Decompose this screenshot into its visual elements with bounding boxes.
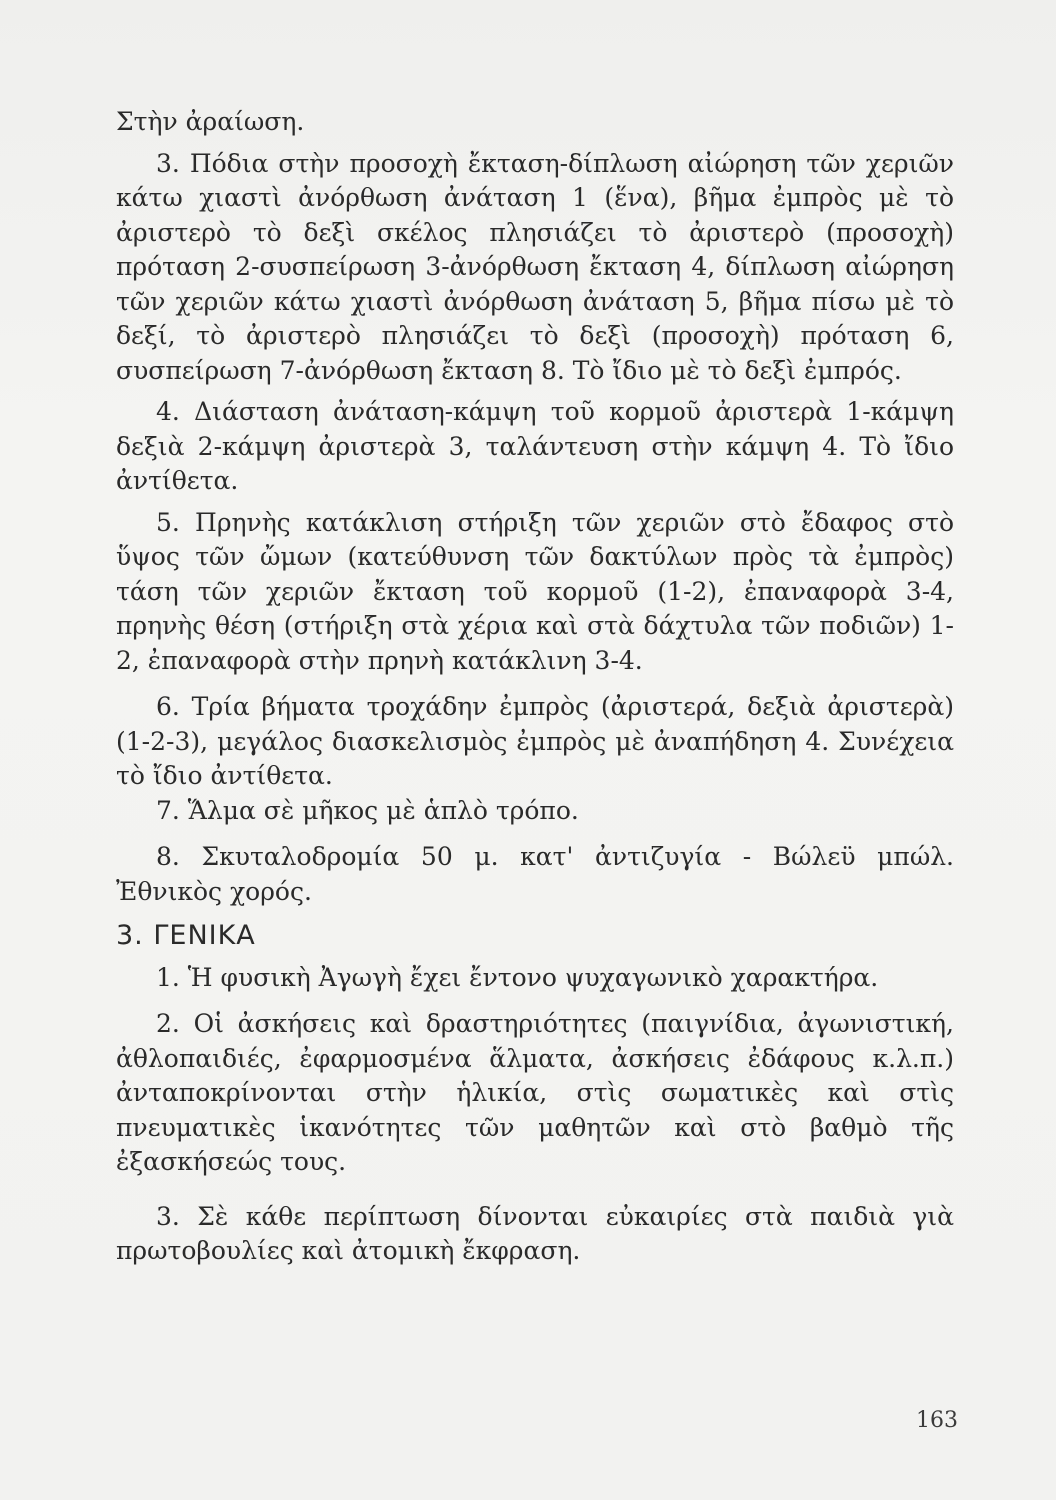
paragraph-item-8: 8. Σκυταλοδρομία 50 μ. κατ' ἀντιζυγία - Βώλεϋ μπώλ. Ἐθνικὸς χορός. [116, 842, 954, 906]
paragraph-intro: Στὴν ἀραίωση. [116, 107, 305, 136]
paragraph-item-5: 5. Πρηνὴς κατάκλιση στήριξη τῶν χεριῶν στὸ ἔδαφος στὸ ὕψος τῶν ὤμων (κατεύθυνση τῶν δακτύλων πρὸς τὰ ἐμπρὸς) τάση τῶν χεριῶν ἔκταση τοῦ κορμοῦ (1-2), ἐπαναφορὰ 3-4, πρηνὴς θέση (στήριξη στὰ χέρια καὶ στὰ δάχτυλα τῶν ποδιῶν) 1-2, ἐπαναφορὰ στὴν πρηνὴ κατάκλινη 3-4. [116, 507, 954, 675]
page-body [116, 105, 954, 1269]
page-number: 163 [916, 1408, 958, 1433]
paragraph-item-7: 7. Ἅλμα σὲ μῆκος μὲ ἁπλὸ τρόπο. [156, 795, 579, 825]
general-paragraph-3: 3. Σὲ κάθε περίπτωση δίνονται εὐκαιρίες στὰ παιδιὰ γιὰ πρωτοβουλίες καὶ ἀτομικὴ ἔκφραση. [116, 1201, 954, 1265]
general-paragraph-1: 1. Ἡ φυσικὴ Ἀγωγὴ ἔχει ἔντονο ψυχαγωνικὸ χαρακτήρα. [156, 962, 879, 992]
paragraph-item-6: 6. Τρία βήματα τροχάδην ἐμπρὸς (ἀριστερά, δεξιὰ ἀριστερὰ) (1-2-3), μεγάλος διασκελισμὸς ἐμπρὸς μὲ ἀναπήδηση 4. Συνέχεια τὸ ἴδιο ἀντίθετα. [116, 692, 954, 790]
section-heading: 3. ΓΕΝΙΚΑ [116, 920, 256, 951]
paragraph-item-4: 4. Διάσταση ἀνάταση-κάμψη τοῦ κορμοῦ ἀριστερὰ 1-κάμψη δεξιὰ 2-κάμψη ἀριστερὰ 3, ταλάντευση στὴν κάμψη 4. Τὸ ἴδιο ἀντίθετα. [116, 397, 954, 495]
general-paragraph-2: 2. Οἱ ἀσκήσεις καὶ δραστηριότητες (παιγνίδια, ἀγωνιστική, ἀθλοπαιδιές, ἐφαρμοσμένα ἅλματα, ἀσκήσεις ἐδάφους κ.λ.π.) ἀνταποκρίνονται στὴν ἡλικία, στὶς σωματικὲς καὶ στὶς πνευματικὲς ἱκανότητες τῶν μαθητῶν καὶ στὸ βαθμὸ τῆς ἐξασκήσεώς τους. [116, 1009, 954, 1176]
paragraph-item-3: 3. Πόδια στὴν προσοχὴ ἔκταση-δίπλωση αἰώρηση τῶν χεριῶν κάτω χιαστὶ ἀνόρθωση ἀνάταση 1 (ἕνα), βῆμα ἐμπρὸς μὲ τὸ ἀριστερὸ τὸ δεξὶ σκέλος πλησιάζει τὸ ἀριστερὸ (προσοχὴ) πρόταση 2-συσπείρωση 3-ἀνόρθωση ἔκταση 4, δίπλωση αἰώρηση τῶν χεριῶν κάτω χιαστὶ ἀνόρθωση ἀνάταση 5, βῆμα πίσω μὲ τὸ δεξί, τὸ ἀριστερὸ πλησιάζει τὸ δεξὶ (προσοχὴ) πρόταση 6, συσπείρωση 7-ἀνόρθωση ἔκταση 8. Τὸ ἴδιο μὲ τὸ δεξὶ ἐμπρός. [116, 148, 954, 385]
